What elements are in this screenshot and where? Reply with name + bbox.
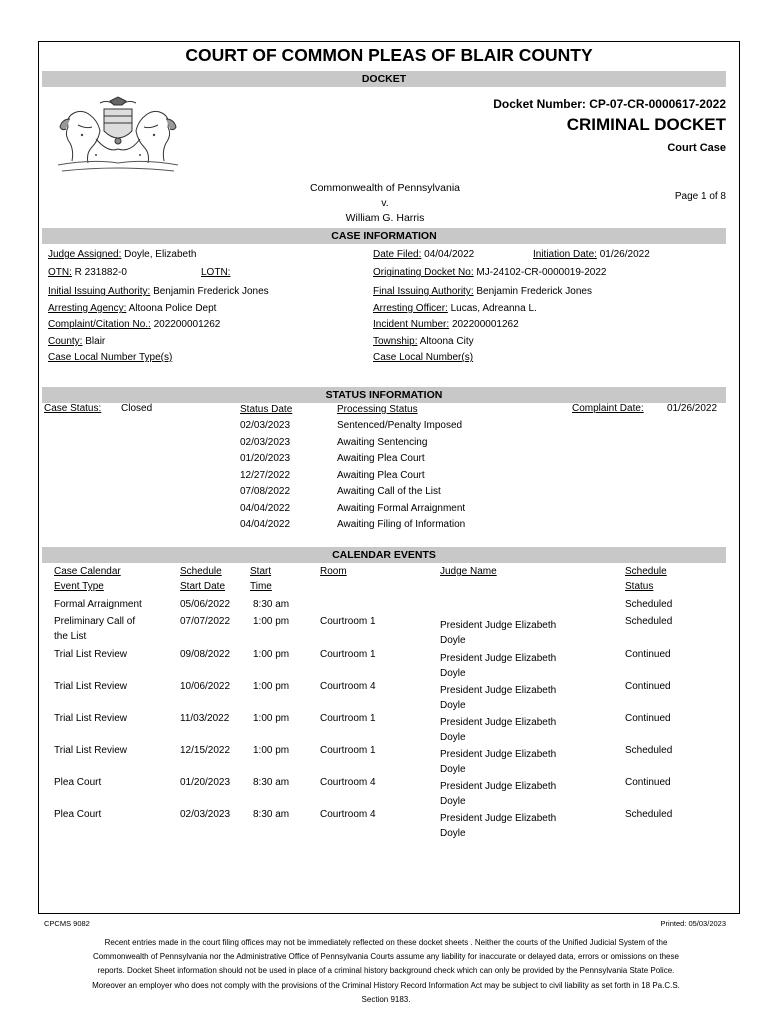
arresting-officer-row	[373, 303, 537, 314]
start-time-header-2: Time	[250, 581, 272, 592]
otn-row	[48, 267, 127, 278]
initial-authority-value: Benjamin Frederick Jones	[153, 286, 269, 297]
event-type: Trial List Review	[54, 681, 127, 692]
case-local-number-type-label: Case Local Number Type(s)	[48, 352, 173, 363]
township-label: Township:	[373, 336, 418, 347]
date-filed-row	[373, 249, 474, 260]
docket-type: CRIMINAL DOCKET	[566, 115, 726, 134]
event-type: Preliminary Call of	[54, 616, 136, 627]
judge-name: President Judge Elizabeth	[440, 620, 557, 631]
initial-authority-row	[48, 286, 269, 297]
processing-status: Awaiting Plea Court	[337, 453, 425, 464]
start-time: 8:30 am	[253, 599, 290, 610]
judge-name-continued: Doyle	[440, 764, 466, 775]
schedule-start-date: 01/20/2023	[180, 777, 231, 788]
processing-status: Awaiting Call of the List	[337, 486, 441, 497]
status-information-band: STATUS INFORMATION	[42, 387, 726, 403]
event-type: Plea Court	[54, 777, 102, 788]
event-type: Trial List Review	[54, 745, 127, 756]
status-date: 04/04/2022	[240, 519, 291, 530]
arresting-officer-value: Lucas, Adreanna L.	[450, 303, 537, 314]
calendar-events-band: CALENDAR EVENTS	[42, 547, 726, 563]
start-time: 1:00 pm	[253, 649, 290, 660]
court-title: COURT OF COMMON PLEAS OF BLAIR COUNTY	[185, 45, 593, 65]
docket-band: DOCKET	[42, 71, 726, 87]
schedule-status: Scheduled	[625, 745, 673, 756]
event-type: Formal Arraignment	[54, 599, 142, 610]
case-information-band: CASE INFORMATION	[42, 228, 726, 244]
case-kind: Court Case	[667, 142, 726, 154]
processing-status: Awaiting Filing of Information	[337, 519, 466, 530]
event-type-continued: the List	[54, 631, 87, 642]
date-filed-label: Date Filed:	[373, 249, 422, 260]
initial-authority-label: Initial Issuing Authority:	[48, 286, 151, 297]
schedule-status: Scheduled	[625, 809, 673, 820]
judge-name-continued: Doyle	[440, 700, 466, 711]
schedule-status-header-1: Schedule	[625, 566, 667, 577]
schedule-start-date: 11/03/2022	[180, 713, 230, 724]
schedule-start-date: 05/06/2022	[180, 599, 231, 610]
caption-defendant: William G. Harris	[345, 212, 425, 224]
incident-number-label: Incident Number:	[373, 319, 450, 330]
processing-status: Awaiting Formal Arraignment	[337, 502, 466, 514]
processing-status: Awaiting Sentencing	[337, 436, 428, 448]
county-value: Blair	[85, 336, 106, 347]
status-date: 04/04/2022	[240, 502, 291, 514]
judge-name-continued: Doyle	[440, 796, 466, 807]
schedule-status: Continued	[625, 681, 671, 692]
case-local-number-label: Case Local Number(s)	[373, 352, 474, 363]
originating-docket-label: Originating Docket No:	[373, 267, 474, 278]
judge-name: President Judge Elizabeth	[440, 685, 557, 696]
status-date-header: Status Date	[240, 404, 293, 415]
schedule-status: Continued	[625, 649, 671, 660]
judge-label: Judge Assigned:	[48, 249, 122, 260]
otn-value: R 231882-0	[74, 267, 127, 278]
initiation-value: 01/26/2022	[599, 249, 650, 260]
complaint-number-row	[48, 319, 220, 330]
county-label: County:	[48, 336, 83, 347]
status-date: 02/03/2023	[240, 420, 291, 431]
arresting-agency-value: Altoona Police Dept	[128, 303, 217, 314]
start-time: 1:00 pm	[253, 713, 290, 724]
judge-name-header: Judge Name	[440, 566, 497, 577]
pennsylvania-coat-of-arms-icon	[52, 95, 184, 177]
incident-number-row	[373, 319, 519, 330]
complaint-date-label: Complaint Date:	[572, 403, 644, 414]
schedule-status-header-2: Status	[625, 581, 654, 592]
judge-name-continued: Doyle	[440, 635, 466, 646]
event-type-header-1: Case Calendar	[54, 566, 121, 577]
schedule-date-header-1: Schedule	[180, 566, 222, 577]
schedule-date-header-2: Start Date	[180, 581, 226, 592]
arresting-agency-label: Arresting Agency:	[48, 303, 127, 314]
judge-name-continued: Doyle	[440, 828, 466, 839]
start-time: 1:00 pm	[253, 681, 290, 692]
schedule-start-date: 09/08/2022	[180, 649, 231, 660]
schedule-status: Scheduled	[625, 599, 673, 610]
start-time: 8:30 am	[253, 809, 290, 820]
docket-number: Docket Number: CP-07-CR-0000617-2022	[493, 97, 726, 111]
initiation-row	[533, 249, 650, 260]
complaint-number-value: 202200001262	[153, 319, 221, 330]
judge-name: President Judge Elizabeth	[440, 717, 557, 728]
room: Courtroom 1	[320, 616, 376, 627]
arresting-agency-row	[48, 303, 216, 314]
complaint-date-value: 01/26/2022	[667, 403, 718, 414]
originating-docket-value: MJ-24102-CR-0000019-2022	[476, 267, 607, 278]
schedule-status: Continued	[625, 777, 671, 788]
final-authority-row	[373, 286, 592, 297]
schedule-start-date: 07/07/2022	[180, 616, 231, 627]
event-type: Plea Court	[54, 809, 102, 820]
township-row	[373, 336, 474, 347]
page-indicator: Page 1 of 8	[674, 191, 726, 202]
event-type: Trial List Review	[54, 713, 127, 724]
printed-date: Printed: 05/03/2023	[660, 919, 726, 928]
schedule-start-date: 10/06/2022	[180, 681, 231, 692]
start-time: 1:00 pm	[253, 745, 290, 756]
room: Courtroom 4	[320, 777, 376, 788]
room-header: Room	[320, 566, 347, 577]
schedule-start-date: 12/15/2022	[180, 745, 231, 756]
room: Courtroom 1	[320, 713, 376, 724]
judge-name: President Judge Elizabeth	[440, 813, 557, 824]
start-time: 1:00 pm	[253, 616, 290, 627]
start-time-header-1: Start	[250, 566, 272, 577]
caption-versus: v.	[381, 197, 389, 209]
incident-number-value: 202200001262	[451, 319, 519, 330]
arresting-officer-label: Arresting Officer:	[373, 303, 448, 314]
case-status-label: Case Status:	[44, 403, 102, 414]
date-filed-value: 04/04/2022	[424, 249, 475, 260]
room: Courtroom 4	[320, 681, 376, 692]
room: Courtroom 1	[320, 649, 376, 660]
room: Courtroom 4	[320, 809, 376, 820]
status-date: 07/08/2022	[240, 486, 291, 497]
schedule-start-date: 02/03/2023	[180, 809, 231, 820]
schedule-status: Scheduled	[625, 616, 673, 627]
event-type: Trial List Review	[54, 649, 127, 660]
initiation-label: Initiation Date:	[533, 249, 597, 260]
processing-status: Awaiting Plea Court	[337, 469, 425, 481]
originating-docket-row	[373, 267, 606, 278]
county-row	[48, 336, 105, 347]
room: Courtroom 1	[320, 745, 376, 756]
schedule-status: Continued	[625, 713, 671, 724]
case-status-value: Closed	[121, 403, 153, 414]
final-authority-value: Benjamin Frederick Jones	[476, 286, 592, 297]
status-date: 01/20/2023	[240, 453, 291, 464]
form-id: CPCMS 9082	[44, 919, 90, 928]
event-type-header-2: Event Type	[54, 581, 104, 592]
caption-plaintiff: Commonwealth of Pennsylvania	[310, 182, 460, 194]
disclaimer-text: Recent entries made in the court filing offices may not be immediately reflected on these docket sheets . Neither the courts of the Unified Judicial System of the Commonwealth of Pennsylvania nor the Administrative Office of Pennsylvania Courts assume any liability for inaccurate or delayed data, errors or omissions on these reports. Docket Sheet information should not be used in place of a criminal history background check which can only be provided by the Pennsylvania State Police. Moreover an employer who does not comply with the provisions of the Criminal History Record Information Act may be subject to civil liability as set forth in 18 Pa.C.S. Section 9183.	[92, 938, 680, 1004]
status-date: 02/03/2023	[240, 436, 291, 448]
judge-row	[48, 249, 196, 260]
otn-label: OTN:	[48, 267, 72, 278]
judge-name-continued: Doyle	[440, 732, 466, 743]
judge-name: President Judge Elizabeth	[440, 749, 557, 760]
complaint-number-label: Complaint/Citation No.:	[48, 319, 151, 330]
start-time: 8:30 am	[253, 777, 290, 788]
judge-name-continued: Doyle	[440, 668, 466, 679]
status-date: 12/27/2022	[240, 469, 291, 481]
township-value: Altoona City	[419, 336, 474, 347]
final-authority-label: Final Issuing Authority:	[373, 286, 474, 297]
lotn-label: LOTN:	[201, 267, 231, 278]
judge-name: President Judge Elizabeth	[440, 781, 557, 792]
judge-value: Doyle, Elizabeth	[124, 249, 197, 260]
processing-status: Sentenced/Penalty Imposed	[337, 420, 463, 431]
judge-name: President Judge Elizabeth	[440, 653, 557, 664]
processing-status-header: Processing Status	[337, 404, 418, 415]
